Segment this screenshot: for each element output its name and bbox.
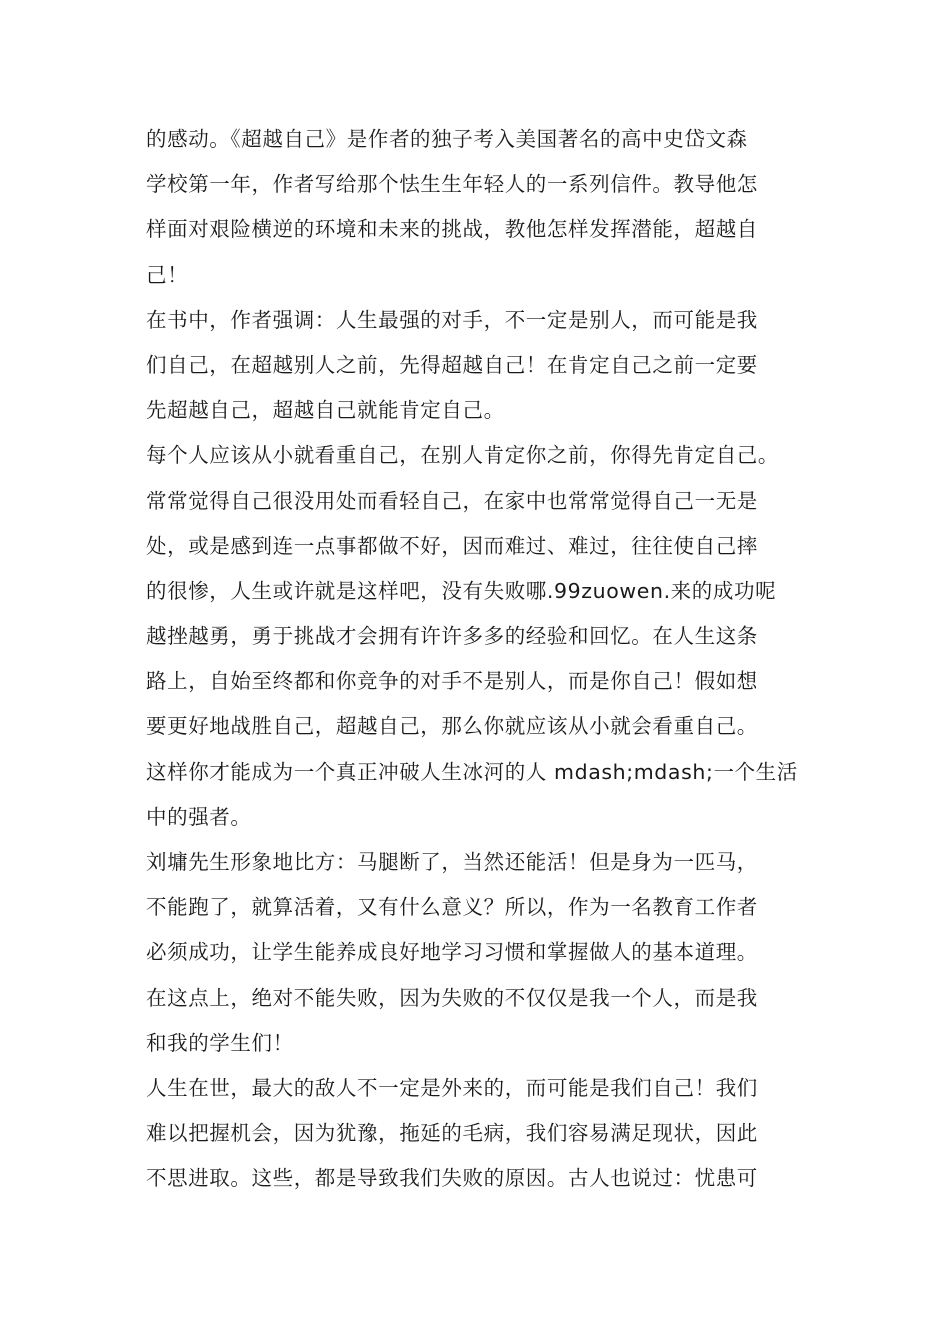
- text-line: 在书中，作者强调：人生最强的对手，不一定是别人，而可能是我: [146, 307, 758, 332]
- body-text: [146, 117, 836, 1202]
- text-line: 要更好地战胜自己，超越自己，那么你就应该从小就会看重自己。: [146, 714, 758, 739]
- text-line: 路上，自始至终都和你竞争的对手不是别人，而是你自己！假如想: [146, 669, 758, 694]
- text-line: 们自己，在超越别人之前，先得超越自己！在肯定自己之前一定要: [146, 352, 758, 377]
- text-line: 样面对艰险横逆的环境和未来的挑战，教他怎样发挥潜能，超越自: [146, 217, 758, 242]
- text-line: 这样你才能成为一个真正冲破人生冰河的人 mdash;mdash;一个生活: [146, 759, 798, 784]
- text-line: 处，或是感到连一点事都做不好，因而难过、难过，往往使自己摔: [146, 533, 758, 558]
- text-line: 刘墉先生形象地比方：马腿断了，当然还能活！但是身为一匹马，: [146, 850, 758, 874]
- text-line: 每个人应该从小就看重自己，在别人肯定你之前，你得先肯定自己。: [146, 443, 779, 468]
- text-line: 己！: [146, 262, 189, 287]
- text-line: 人生在世，最大的敌人不一定是外来的，而可能是我们自己！我们: [146, 1075, 758, 1100]
- text-line: 必须成功，让学生能养成良好地学习习惯和掌握做人的基本道理。: [146, 940, 758, 965]
- text-line: 中的强者。: [146, 804, 252, 829]
- text-line: 学校第一年，作者写给那个怯生生年轻人的一系列信件。教导他怎: [146, 172, 758, 197]
- text-line: 难以把握机会，因为犹豫，拖延的毛病，我们容易满足现状，因此: [146, 1121, 758, 1146]
- text-line: 和我的学生们！: [146, 1030, 294, 1055]
- text-line: 的感动。《超越自己》是作者的独子考入美国著名的高中史岱文森: [146, 127, 748, 151]
- text-line: 不思进取。这些，都是导致我们失败的原因。古人也说过：忧患可: [146, 1166, 758, 1191]
- text-line: 不能跑了，就算活着，又有什么意义？所以，作为一名教育工作者: [146, 895, 758, 920]
- text-line: 先超越自己，超越自己就能肯定自己。: [146, 398, 505, 423]
- text-line: 在这点上，绝对不能失败，因为失败的不仅仅是我一个人，而是我: [146, 985, 758, 1010]
- text-line: 的很惨，人生或许就是这样吧，没有失败哪.99zuowen.来的成功呢: [146, 578, 777, 603]
- text-line: 越挫越勇，勇于挑战才会拥有许许多多的经验和回忆。在人生这条: [146, 624, 758, 649]
- text-line: 常常觉得自己很没用处而看轻自己，在家中也常常觉得自己一无是: [146, 488, 758, 513]
